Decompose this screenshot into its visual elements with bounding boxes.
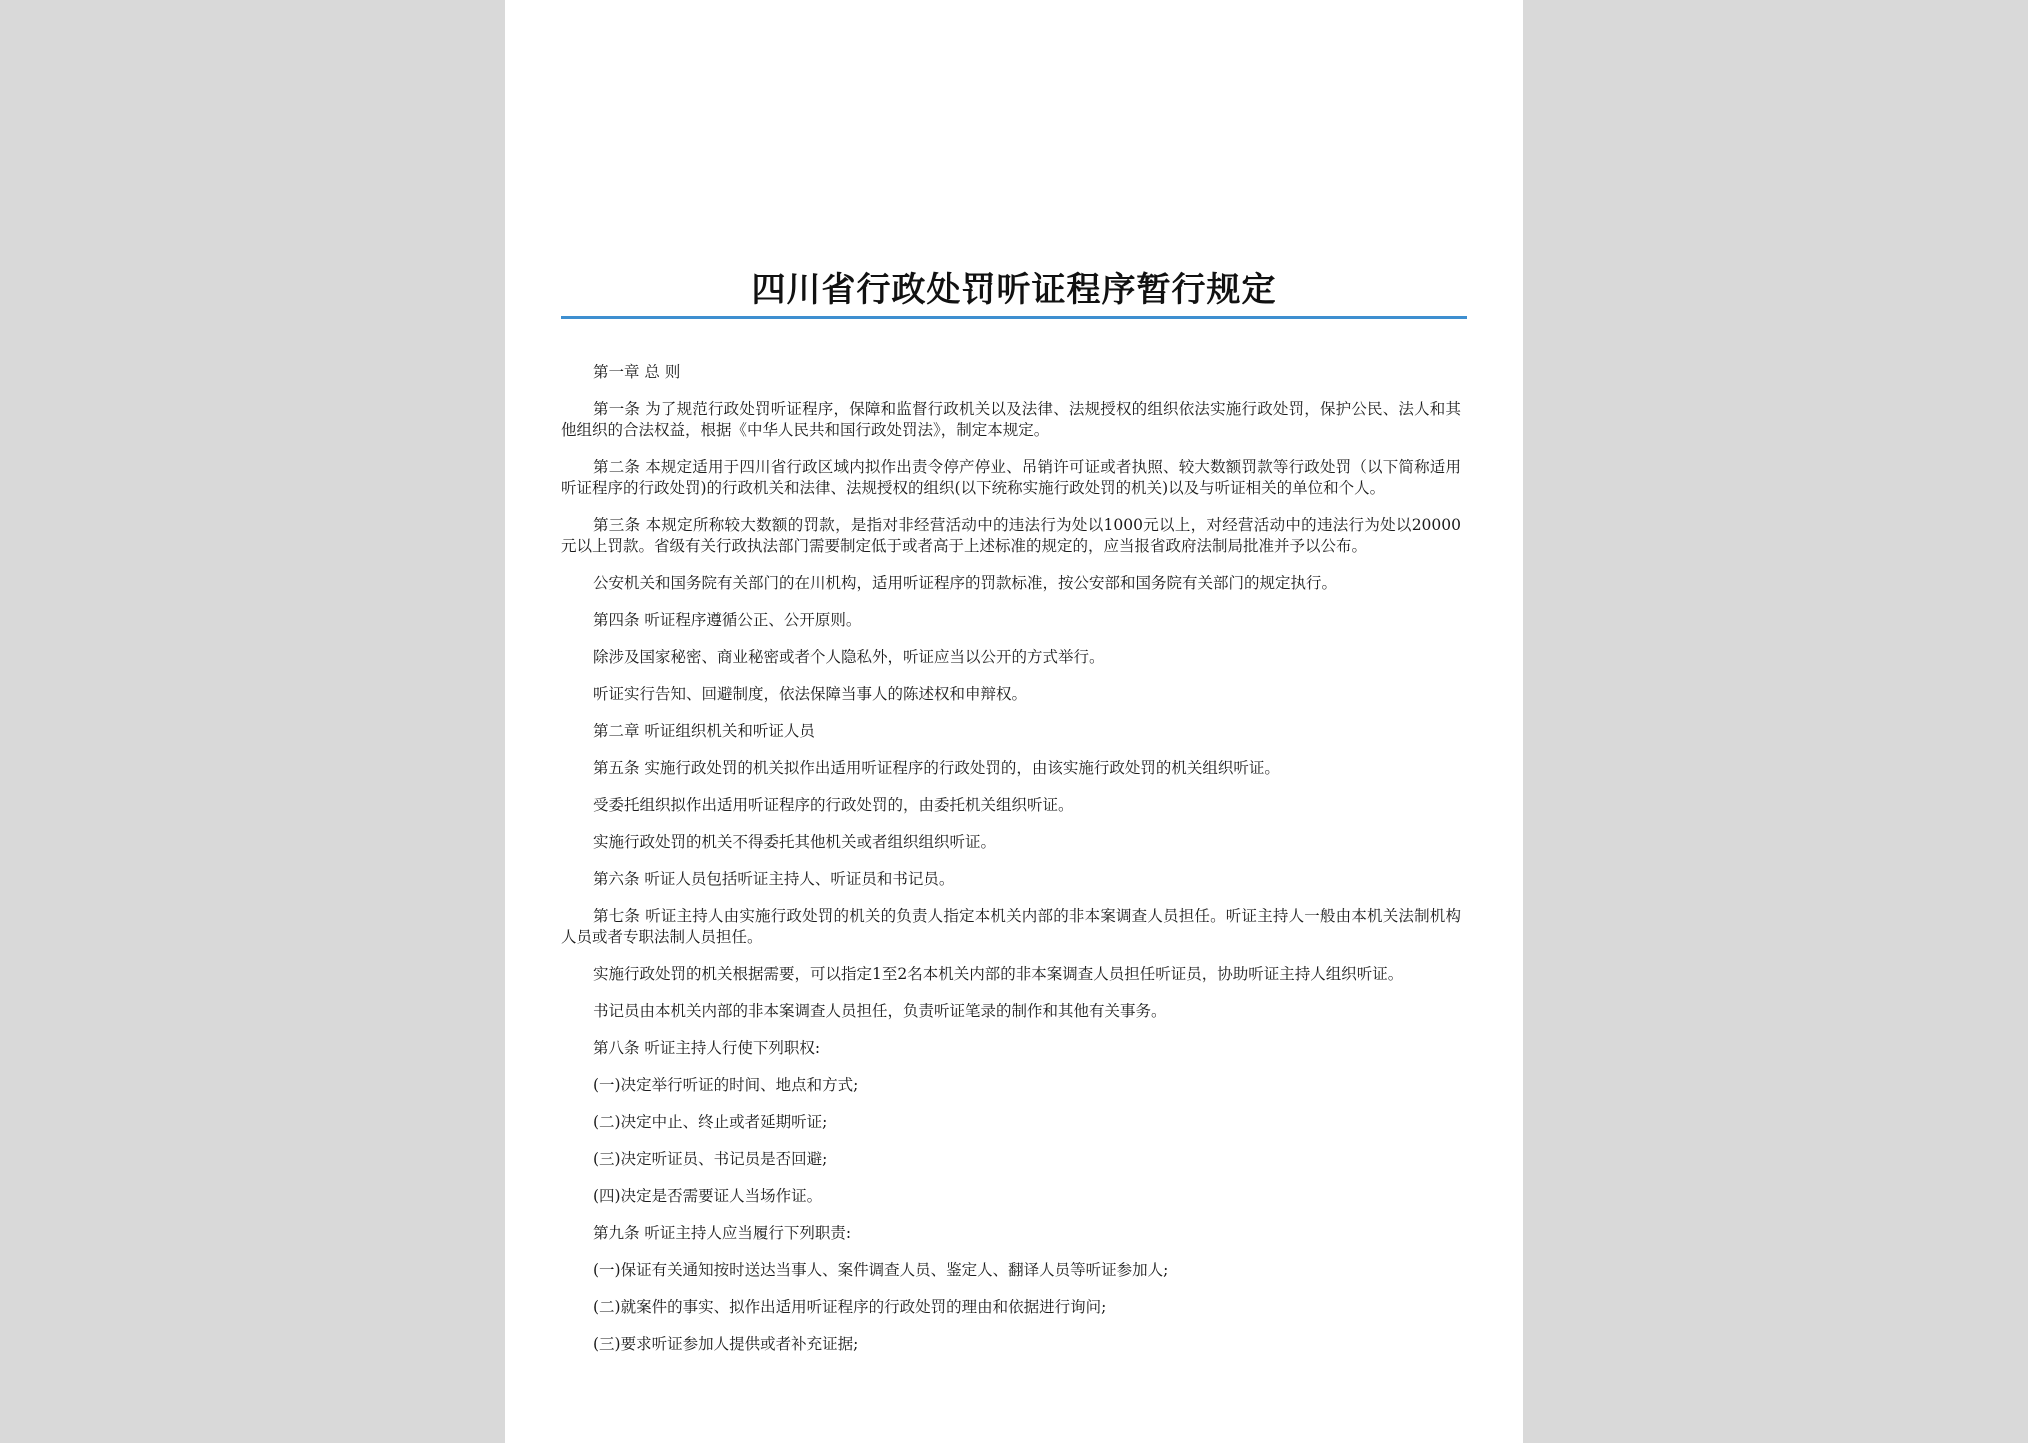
article-paragraph: 第六条 听证人员包括听证主持人、听证员和书记员。 bbox=[593, 870, 955, 888]
list-item: (三)要求听证参加人提供或者补充证据; bbox=[593, 1335, 859, 1353]
article-paragraph: 第七条 听证主持人由实施行政处罚的机关的负责人指定本机关内部的非本案调查人员担任。听证主持人一般由本机关法制机构人员或者专职法制人员担任。 bbox=[561, 907, 1461, 946]
article-paragraph: 除涉及国家秘密、商业秘密或者个人隐私外，听证应当以公开的方式举行。 bbox=[593, 648, 1105, 666]
article-paragraph: 书记员由本机关内部的非本案调查人员担任，负责听证笔录的制作和其他有关事务。 bbox=[593, 1002, 1167, 1020]
list-item: (二)就案件的事实、拟作出适用听证程序的行政处罚的理由和依据进行询问; bbox=[593, 1298, 1107, 1316]
title-divider bbox=[561, 316, 1467, 319]
chapter-heading: 第一章 总 则 bbox=[593, 363, 681, 381]
document-body bbox=[561, 362, 1461, 1371]
chapter-heading: 第二章 听证组织机关和听证人员 bbox=[593, 722, 815, 740]
article-paragraph: 第三条 本规定所称较大数额的罚款，是指对非经营活动中的违法行为处以1000元以上，对经营活动中的违法行为处以20000元以上罚款。省级有关行政执法部门需要制定低于或者高于上述标准的规定的，应当报省政府法制局批准并予以公布。 bbox=[561, 516, 1461, 555]
article-paragraph: 第四条 听证程序遵循公正、公开原则。 bbox=[593, 611, 862, 629]
document-page bbox=[505, 0, 1523, 1443]
article-paragraph: 第八条 听证主持人行使下列职权: bbox=[593, 1039, 821, 1057]
article-paragraph: 受委托组织拟作出适用听证程序的行政处罚的，由委托机关组织听证。 bbox=[593, 796, 1074, 814]
document-title: 四川省行政处罚听证程序暂行规定 bbox=[751, 270, 1277, 310]
article-paragraph: 实施行政处罚的机关不得委托其他机关或者组织组织听证。 bbox=[593, 833, 997, 851]
article-paragraph: 第一条 为了规范行政处罚听证程序，保障和监督行政机关以及法律、法规授权的组织依法实施行政处罚，保护公民、法人和其他组织的合法权益，根据《中华人民共和国行政处罚法》，制定本规定。 bbox=[561, 400, 1461, 439]
article-paragraph: 第五条 实施行政处罚的机关拟作出适用听证程序的行政处罚的，由该实施行政处罚的机关组织听证。 bbox=[593, 759, 1280, 777]
list-item: (二)决定中止、终止或者延期听证; bbox=[593, 1113, 828, 1131]
article-paragraph: 实施行政处罚的机关根据需要，可以指定1至2名本机关内部的非本案调查人员担任听证员，协助听证主持人组织听证。 bbox=[593, 965, 1404, 983]
article-paragraph: 听证实行告知、回避制度，依法保障当事人的陈述权和申辩权。 bbox=[593, 685, 1028, 703]
list-item: (一)决定举行听证的时间、地点和方式; bbox=[593, 1076, 859, 1094]
list-item: (一)保证有关通知按时送达当事人、案件调查人员、鉴定人、翻译人员等听证参加人; bbox=[593, 1261, 1169, 1279]
article-paragraph: 第九条 听证主持人应当履行下列职责: bbox=[593, 1224, 852, 1242]
article-paragraph: 公安机关和国务院有关部门的在川机构，适用听证程序的罚款标准，按公安部和国务院有关部门的规定执行。 bbox=[593, 574, 1338, 592]
list-item: (三)决定听证员、书记员是否回避; bbox=[593, 1150, 828, 1168]
list-item: (四)决定是否需要证人当场作证。 bbox=[593, 1187, 823, 1205]
article-paragraph: 第二条 本规定适用于四川省行政区域内拟作出责令停产停业、吊销许可证或者执照、较大数额罚款等行政处罚（以下简称适用听证程序的行政处罚)的行政机关和法律、法规授权的组织(以下统称实施行政处罚的机关)以及与听证相关的单位和个人。 bbox=[561, 458, 1461, 497]
